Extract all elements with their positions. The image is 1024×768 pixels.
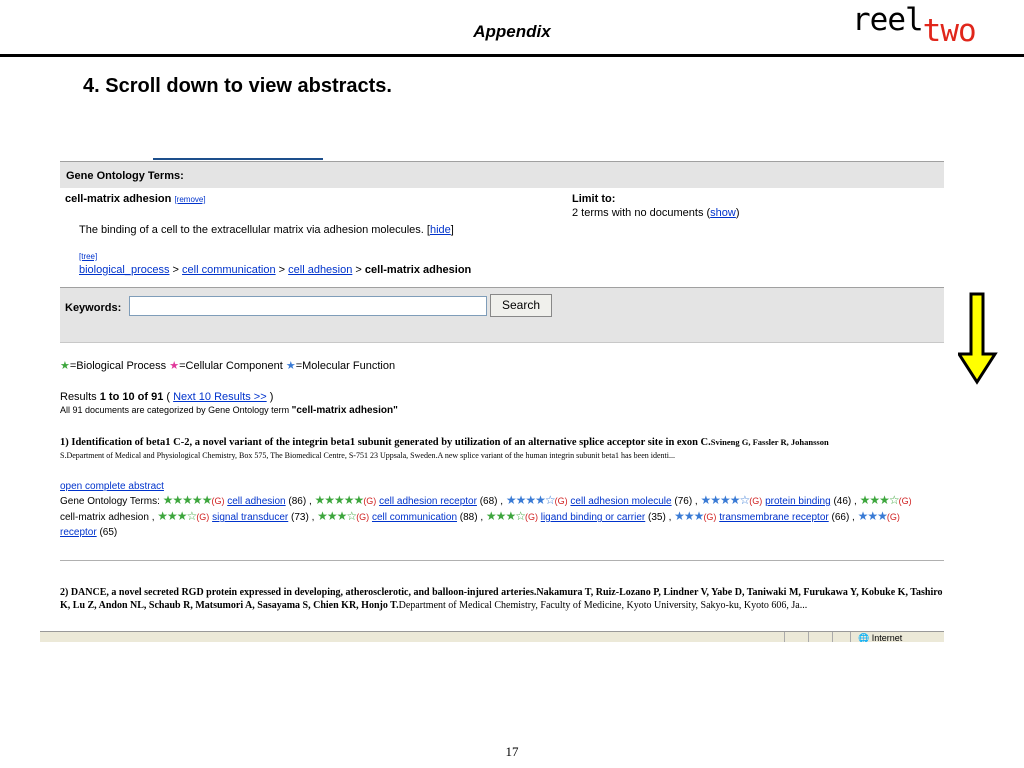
browser-status-bar <box>40 631 944 642</box>
go-term-entry <box>674 509 858 523</box>
go-term-link[interactable]: receptor <box>60 527 97 538</box>
term-name: cell-matrix adhesion <box>65 193 172 205</box>
status-divider <box>850 632 851 642</box>
go-term-link[interactable]: transmembrane receptor <box>719 512 829 523</box>
page-number: 17 <box>505 744 519 759</box>
rating-stars-icon: ★★★☆ <box>859 493 899 507</box>
go-term-count: , <box>148 512 158 523</box>
google-g-icon[interactable]: (G) <box>363 496 377 506</box>
go-term-link[interactable]: protein binding <box>765 496 831 507</box>
browser-screenshot <box>40 155 944 642</box>
rating-stars-icon: ★★★★★ <box>314 493 364 507</box>
results-open: ( <box>163 391 174 403</box>
description-text: The binding of a cell to the extracellular matrix via adhesion molecules. [ <box>79 224 430 236</box>
breadcrumb-biological-process[interactable]: biological_process <box>79 264 170 276</box>
google-g-icon[interactable]: (G) <box>886 512 900 522</box>
next-results-link[interactable]: Next 10 Results >> <box>173 391 267 403</box>
legend-cell: =Cellular Component <box>179 360 283 372</box>
scroll-down-arrow-icon <box>958 292 998 388</box>
rating-stars-icon: ★★★★☆ <box>505 493 555 507</box>
breadcrumb-cell-communication[interactable]: cell communication <box>182 264 276 276</box>
go-term-link[interactable]: cell adhesion <box>227 496 286 507</box>
breadcrumb-current: cell-matrix adhesion <box>364 264 472 276</box>
show-link[interactable]: show <box>710 207 736 219</box>
rating-stars-icon: ★★★☆ <box>485 509 525 523</box>
go-term-link[interactable]: signal transducer <box>212 512 289 523</box>
logo-part-reel: reel <box>852 2 923 38</box>
go-term-entry <box>317 509 486 523</box>
google-g-icon[interactable]: (G) <box>898 496 912 506</box>
go-term-count: (88) , <box>457 512 486 523</box>
go-term-entry <box>314 493 506 507</box>
google-g-icon[interactable]: (G) <box>356 512 370 522</box>
go-term-count: (35) , <box>645 512 675 523</box>
google-g-icon[interactable]: (G) <box>554 496 568 506</box>
keywords-label: Keywords: <box>65 302 122 314</box>
limit-text: 2 terms with no documents ( <box>572 207 711 219</box>
tree-link[interactable]: [tree] <box>79 252 98 261</box>
result-1-go-terms <box>60 493 926 540</box>
all-categorized-term: "cell-matrix adhesion" <box>291 405 398 416</box>
go-term-entry <box>505 493 701 507</box>
term-description <box>79 224 454 236</box>
internet-zone-label: Internet <box>871 633 903 642</box>
selected-term <box>65 193 206 205</box>
slide-title: Appendix <box>473 22 551 41</box>
step-instruction: 4. Scroll down to view abstracts. <box>83 75 392 97</box>
limit-panel <box>572 193 740 219</box>
limit-close: ) <box>735 207 740 219</box>
keywords-input[interactable] <box>129 296 487 316</box>
results-summary <box>60 391 273 403</box>
go-term-entry <box>162 493 315 507</box>
result-1-snippet: S.Department of Medical and Physiological Chemistry, Box 575, The Biomedical Centre, S-751 23 Uppsala, Sweden.A new splice variant of the human integrin subunit beta1 has been identi... <box>60 451 675 460</box>
go-term-entry <box>700 493 860 507</box>
google-g-icon[interactable]: (G) <box>703 512 717 522</box>
go-term-count: (86) , <box>285 496 315 507</box>
results-range: 1 to 10 of 91 <box>99 391 164 403</box>
all-categorized-text: All 91 documents are categorized by Gene Ontology term <box>60 405 292 415</box>
all-categorized <box>60 405 398 416</box>
go-term-entry <box>485 509 675 523</box>
go-term-link[interactable]: cell communication <box>371 512 458 523</box>
go-terms-label: Gene Ontology Terms: <box>60 496 160 507</box>
rating-stars-icon: ★★★☆ <box>317 509 357 523</box>
blue-star-icon: ★ <box>285 360 296 372</box>
result-2-title: 2) DANCE, a novel secreted RGD protein expressed in developing, atherosclerotic, and balloon-injured arteries. <box>60 587 537 598</box>
result-1-authors: Svineng G, Fassler R, Johansson <box>710 437 829 447</box>
breadcrumb: biological_process > cell communication > cell adhesion > cell-matrix adhesion <box>79 264 472 276</box>
go-term-link: cell-matrix adhesion <box>60 512 149 523</box>
status-divider <box>832 632 833 642</box>
go-term-count: (76) , <box>671 496 701 507</box>
ontology-legend <box>60 359 395 372</box>
open-abstract-wrap <box>60 481 164 492</box>
result-2[interactable] <box>60 586 944 612</box>
go-terms-header-bar <box>60 161 944 188</box>
arrow-shape <box>959 294 995 382</box>
rating-stars-icon: ★★★☆ <box>157 509 197 523</box>
remove-term-link[interactable]: [remove] <box>174 195 206 204</box>
go-term-link[interactable]: cell adhesion molecule <box>570 496 672 507</box>
go-term-link[interactable]: ligand binding or carrier <box>540 512 646 523</box>
rating-stars-icon: ★★★ <box>674 509 704 523</box>
result-1-title[interactable] <box>60 437 944 448</box>
status-divider <box>784 632 785 642</box>
limit-to-label: Limit to: <box>572 193 616 205</box>
go-term-count: (68) , <box>476 496 506 507</box>
google-g-icon[interactable]: (G) <box>196 512 210 522</box>
go-term-count: (73) , <box>288 512 318 523</box>
go-term-count: (46) , <box>830 496 860 507</box>
go-terms-header: Gene Ontology Terms: <box>66 170 184 182</box>
green-star-icon: ★ <box>60 360 70 372</box>
go-term-link[interactable]: cell adhesion receptor <box>379 496 477 507</box>
go-term-count: (66) , <box>828 512 858 523</box>
pink-star-icon: ★ <box>169 360 180 372</box>
rating-stars-icon: ★★★ <box>857 509 887 523</box>
internet-zone: 🌐 Internet <box>858 633 903 642</box>
tree-link-wrap <box>79 252 97 261</box>
legend-bio: =Biological Process <box>69 360 167 372</box>
description-close: ] <box>450 224 454 236</box>
tab-indicator <box>153 158 323 160</box>
hide-link[interactable]: hide <box>429 224 451 236</box>
header-rule <box>0 54 1024 57</box>
rating-stars-icon: ★★★★★ <box>162 493 212 507</box>
go-term-entry <box>157 509 318 523</box>
google-g-icon[interactable]: (G) <box>211 496 225 506</box>
open-abstract-link[interactable]: open complete abstract <box>60 481 164 492</box>
status-divider <box>808 632 809 642</box>
result-2-affiliation: Department of Medical Chemistry, Faculty of Medicine, Kyoto University, Sakyo-ku, Kyoto 606, Ja... <box>398 600 808 611</box>
result-1-title-text: 1) Identification of beta1 C-2, a novel variant of the integrin beta1 subunit generated by utilization of an alternative splice acceptor site in exon C. <box>60 437 711 448</box>
rating-stars-icon: ★★★★☆ <box>700 493 750 507</box>
google-g-icon[interactable]: (G) <box>749 496 763 506</box>
result-divider <box>60 560 944 561</box>
go-term-count: (65) <box>96 527 118 538</box>
reeltwo-logo <box>852 2 976 49</box>
logo-part-two: two <box>922 13 976 49</box>
result-2-authors: Nakamura T, Ruiz-Lozano P, Lindner V, Yabe D, Taniwaki M, Furukawa Y, Kobuke K, Tashiro K, Lu Z, Andon NL, Schaub R, Matsumori A, Sasayama S, Chien KR, Honjo T. <box>60 587 943 611</box>
google-g-icon[interactable]: (G) <box>524 512 538 522</box>
results-close: ) <box>266 391 274 403</box>
legend-mol: =Molecular Function <box>295 360 396 372</box>
keywords-bar <box>60 287 944 343</box>
results-prefix: Results <box>60 391 100 403</box>
breadcrumb-cell-adhesion[interactable]: cell adhesion <box>288 264 353 276</box>
search-button[interactable]: Search <box>490 294 552 317</box>
